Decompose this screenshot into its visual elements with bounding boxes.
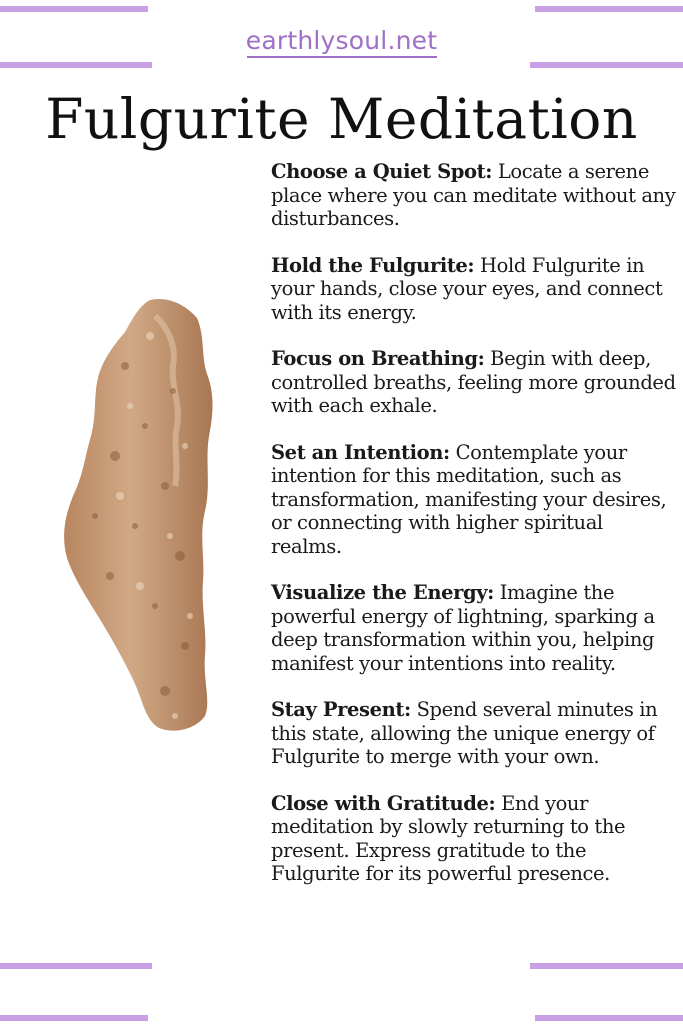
bottom-left-bar-2 [0,1015,148,1021]
step-text: Contemplate your intention for this meditation, such as transformation, manifesting your desires, or connecting with higher spiritual realms. [271,440,667,558]
step-focus-breathing [271,347,676,418]
step-text: Hold Fulgurite in your hands, close your eyes, and connect with its energy. [271,253,663,324]
step-text: Begin with deep, controlled breaths, feeling more grounded with each exhale. [271,347,676,417]
step-title: Hold the Fulgurite: [271,253,475,277]
page-title: Fulgurite Meditation [45,87,638,151]
top-right-bar-1 [535,6,683,12]
step-title: Visualize the Energy: [271,581,494,604]
bottom-right-bar-1 [530,963,683,969]
step-text: Locate a serene place where you can meditate without any disturbances. [271,160,676,230]
step-text: Imagine the powerful energy of lightning, sparking a deep transformation within you, helping manifest your intentions into reality. [271,581,655,675]
step-title: Set an Intention: [271,440,450,464]
step-hold-fulgurite [271,254,676,325]
top-right-bar-2 [530,62,683,68]
step-text: End your meditation by slowly returning to the present. Express gratitude to the Fulgurite for its powerful presence. [271,791,626,885]
meditation-steps-list [271,160,676,909]
step-title: Close with Gratitude: [271,791,496,815]
bottom-right-bar-2 [535,1015,683,1021]
step-title: Stay Present: [271,698,411,721]
step-quiet-spot [271,160,676,231]
step-close-gratitude [271,792,676,886]
step-stay-present [271,698,676,769]
top-left-bar-2 [0,62,152,68]
step-title: Focus on Breathing: [271,347,485,370]
step-visualize-energy [271,581,676,675]
step-title: Choose a Quiet Spot: [271,160,493,183]
step-set-intention [271,441,676,559]
top-left-bar-1 [0,6,148,12]
fulgurite-image [55,296,230,736]
brand-logo[interactable]: earthlysoul.net [245,26,438,55]
step-text: Spend several minutes in this state, allowing the unique energy of Fulgurite to merge with your own. [271,698,658,768]
logo-underline [247,56,437,58]
bottom-left-bar-1 [0,963,152,969]
